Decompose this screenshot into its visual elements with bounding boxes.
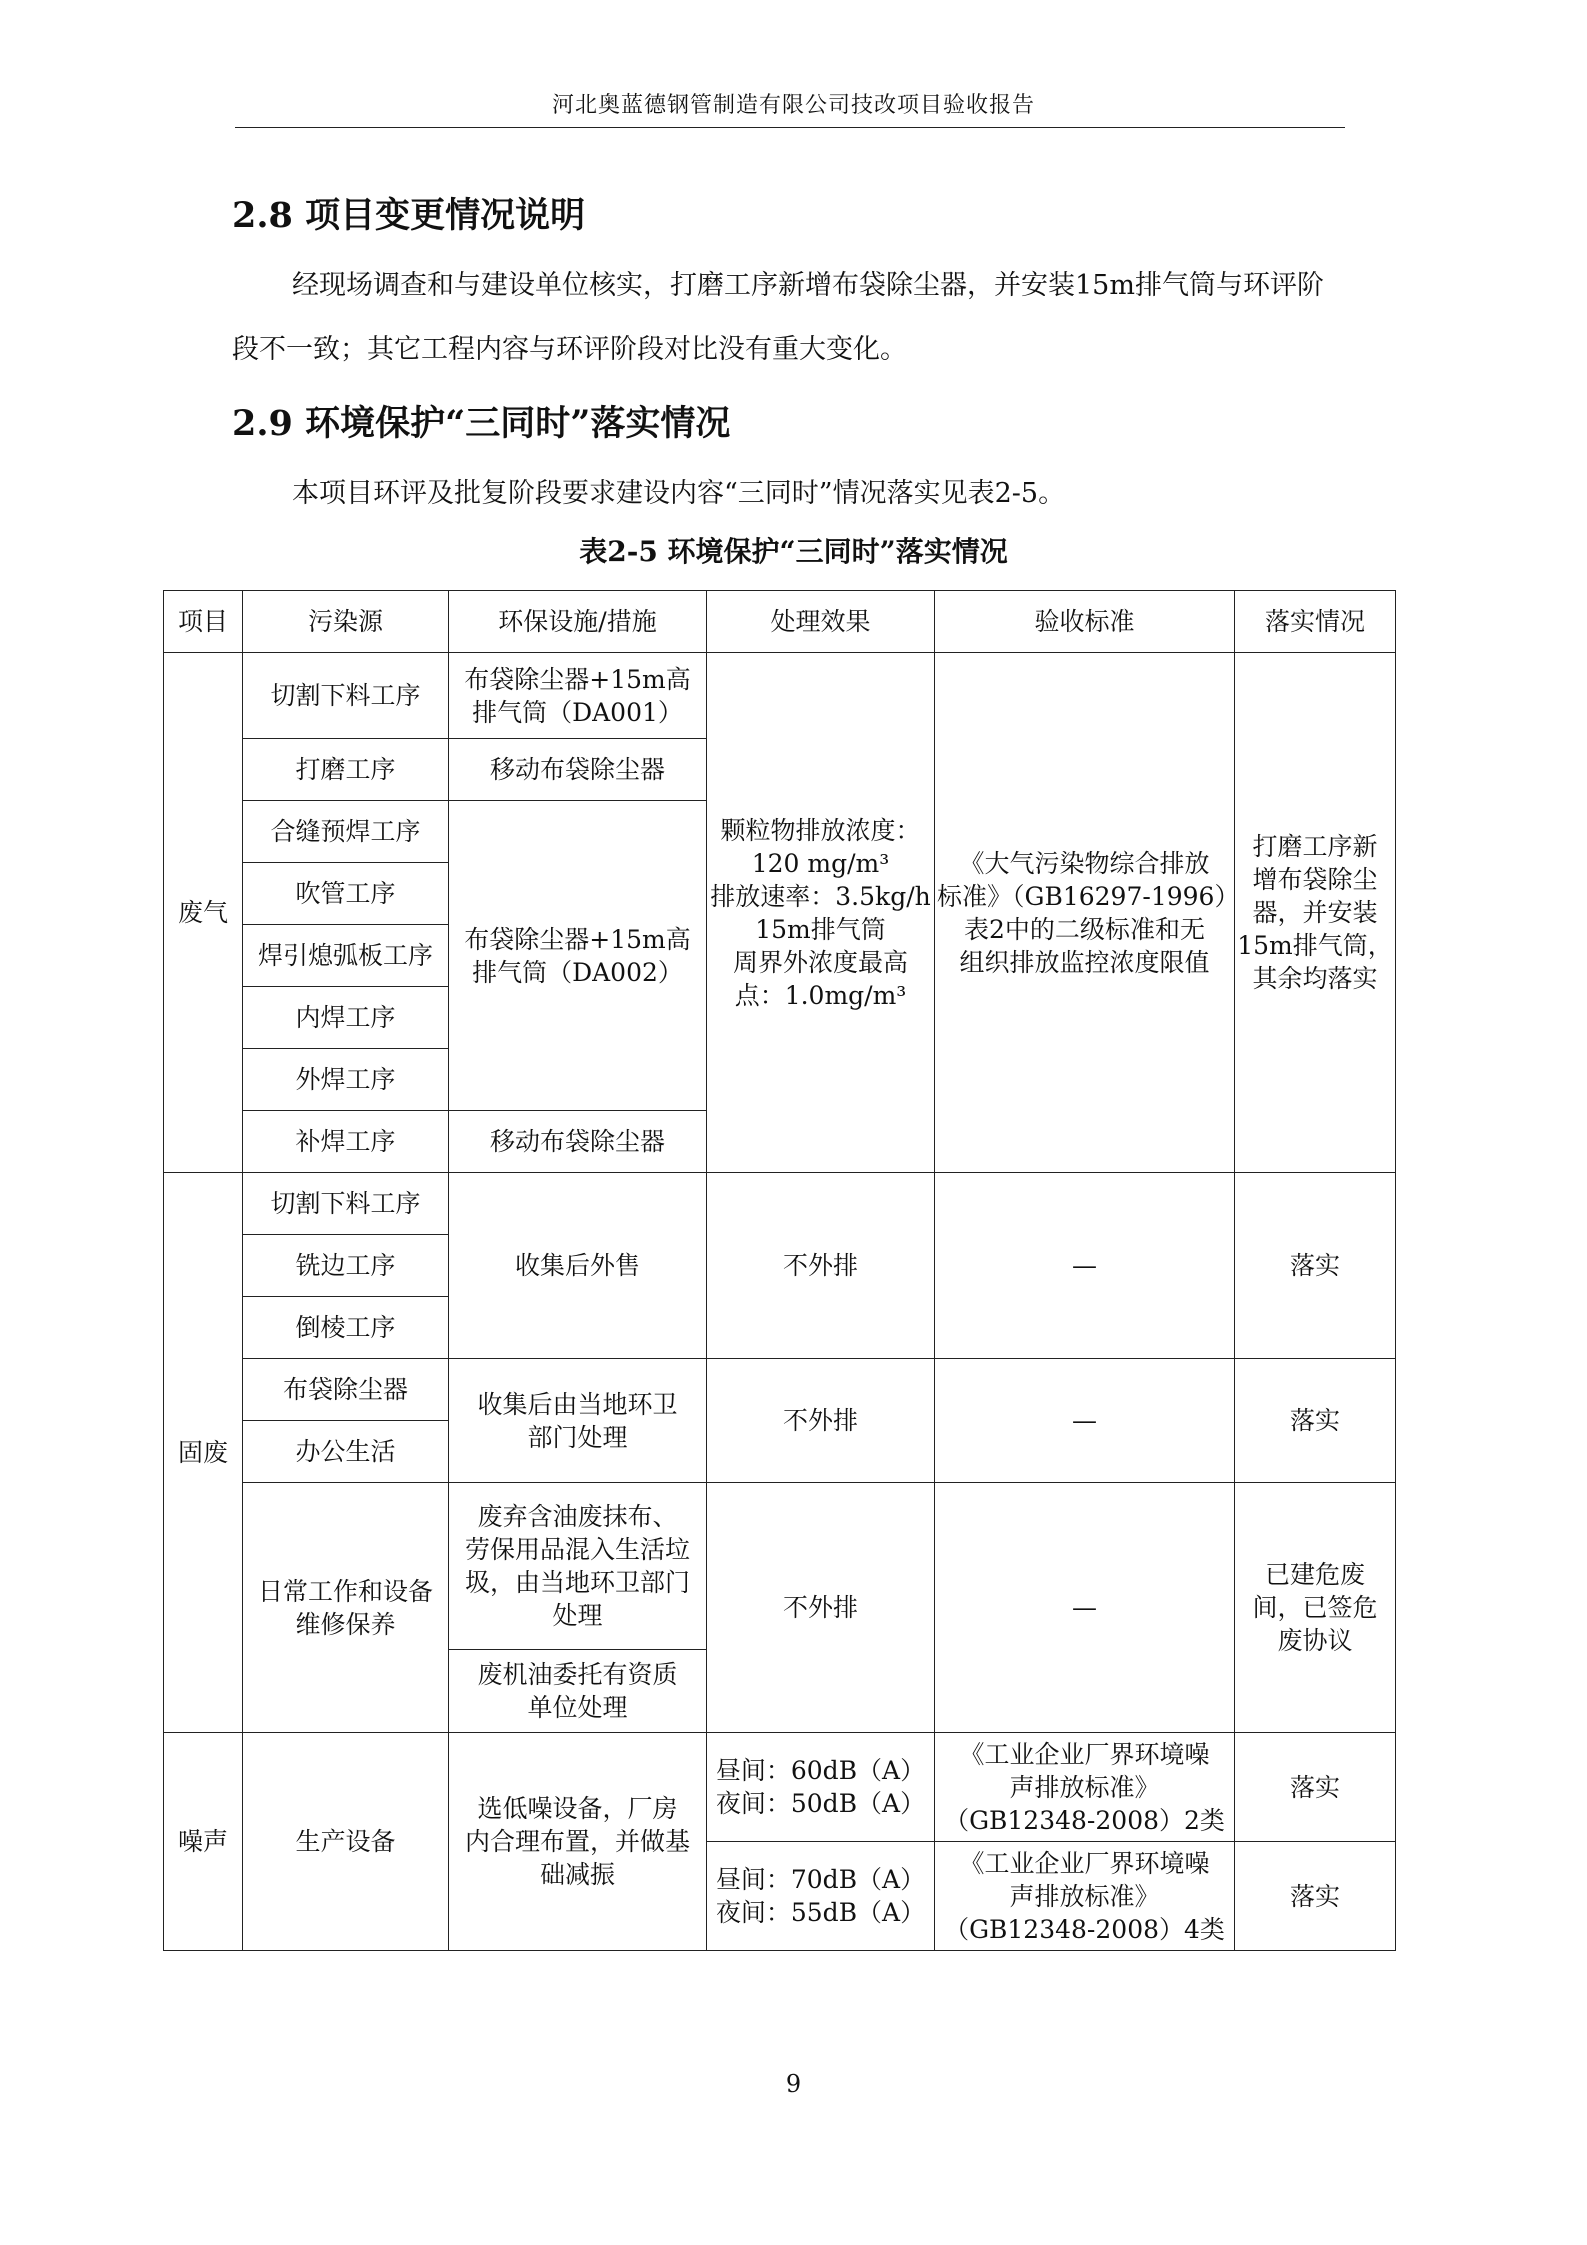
source-cell: 补焊工序	[243, 1111, 449, 1173]
source-cell: 生产设备	[243, 1733, 449, 1951]
source-cell: 倒棱工序	[243, 1297, 449, 1359]
standard-cell: 《工业企业厂界环境噪 声排放标准》 （GB12348-2008）4类	[935, 1842, 1235, 1951]
measure-cell	[449, 1483, 707, 1733]
table-row	[164, 1733, 1396, 1842]
measure-cell: 收集后由当地环卫 部门处理	[449, 1359, 707, 1483]
source-cell: 办公生活	[243, 1421, 449, 1483]
source-cell: 内焊工序	[243, 987, 449, 1049]
section-2-9-title: 2.9 环境保护“三同时”落实情况	[232, 403, 731, 444]
header-cell: 污染源	[243, 591, 449, 653]
standard-cell: —	[935, 1483, 1235, 1733]
category-gas: 废气	[164, 653, 243, 1173]
three-simultaneous-table	[163, 590, 1396, 1951]
standard-cell: 《工业企业厂界环境噪 声排放标准》 （GB12348-2008）2类	[935, 1733, 1235, 1842]
source-cell: 外焊工序	[243, 1049, 449, 1111]
header-cell: 验收标准	[935, 591, 1235, 653]
source-cell: 焊引熄弧板工序	[243, 925, 449, 987]
header-cell: 项目	[164, 591, 243, 653]
status-cell: 落实	[1235, 1842, 1396, 1951]
table-row	[164, 1359, 1396, 1421]
source-cell: 合缝预焊工序	[243, 801, 449, 863]
page-header: 河北奥蓝德钢管制造有限公司技改项目验收报告	[551, 93, 1035, 118]
effect-cell: 昼间：60dB（A） 夜间：50dB（A）	[707, 1733, 935, 1842]
source-cell: 切割下料工序	[243, 1173, 449, 1235]
status-cell: 落实	[1235, 1173, 1396, 1359]
source-cell: 打磨工序	[243, 739, 449, 801]
status-cell: 落实	[1235, 1733, 1396, 1842]
source-cell: 铣边工序	[243, 1235, 449, 1297]
effect-cell: 不外排	[707, 1483, 935, 1733]
page-number: 9	[785, 2070, 802, 2098]
measure-cell: 移动布袋除尘器	[449, 1111, 707, 1173]
table-row	[164, 653, 1396, 739]
category-solid: 固废	[164, 1173, 243, 1733]
source-cell: 切割下料工序	[243, 653, 449, 739]
source-cell: 吹管工序	[243, 863, 449, 925]
table-row	[164, 1483, 1396, 1733]
table-header-row	[164, 591, 1396, 653]
effect-cell: 昼间：70dB（A） 夜间：55dB（A）	[707, 1842, 935, 1951]
status-cell: 落实	[1235, 1359, 1396, 1483]
effect-cell: 不外排	[707, 1173, 935, 1359]
source-cell: 布袋除尘器	[243, 1359, 449, 1421]
header-cell: 处理效果	[707, 591, 935, 653]
standard-cell: —	[935, 1173, 1235, 1359]
gas-effect-cell: 颗粒物排放浓度： 120 mg/m³ 排放速率：3.5kg/h 15m排气筒 周界外浓度最高 点：1.0mg/m³	[707, 653, 935, 1173]
effect-cell: 不外排	[707, 1359, 935, 1483]
measure-sub-b: 废机油委托有资质 单位处理	[477, 1660, 678, 1722]
category-noise: 噪声	[164, 1733, 243, 1951]
header-cell: 落实情况	[1235, 591, 1396, 653]
measure-cell: 布袋除尘器+15m高 排气筒（DA001）	[449, 653, 707, 739]
measure-cell: 布袋除尘器+15m高 排气筒（DA002）	[449, 801, 707, 1111]
section-2-9-body: 本项目环评及批复阶段要求建设内容“三同时”情况落实见表2-5。	[292, 478, 1066, 509]
header-rule	[235, 127, 1345, 128]
measure-cell: 选低噪设备，厂房 内合理布置，并做基 础减振	[449, 1733, 707, 1951]
header-cell: 环保设施/措施	[449, 591, 707, 653]
source-cell: 日常工作和设备 维修保养	[243, 1483, 449, 1733]
section-2-8-body: 经现场调查和与建设单位核实，打磨工序新增布袋除尘器，并安装15m排气筒与环评阶段不一致；其它工程内容与环评阶段对比没有重大变化。	[232, 270, 1324, 365]
measure-cell: 收集后外售	[449, 1173, 707, 1359]
gas-status-cell: 打磨工序新 增布袋除尘 器，并安装 15m排气筒， 其余均落实	[1235, 653, 1396, 1173]
status-cell: 已建危废 间，已签危 废协议	[1235, 1483, 1396, 1733]
standard-cell: —	[935, 1359, 1235, 1483]
measure-sub-a: 废弃含油废抹布、 劳保用品混入生活垃 圾，由当地环卫部门 处理	[449, 1483, 706, 1650]
table-row	[164, 1173, 1396, 1235]
gas-standard-cell: 《大气污染物综合排放 标准》（GB16297-1996） 表2中的二级标准和无 组织排放监控浓度限值	[935, 653, 1235, 1173]
section-2-8-title: 2.8 项目变更情况说明	[232, 195, 586, 236]
table-caption: 表2-5 环境保护“三同时”落实情况	[579, 535, 1008, 568]
measure-cell: 移动布袋除尘器	[449, 739, 707, 801]
